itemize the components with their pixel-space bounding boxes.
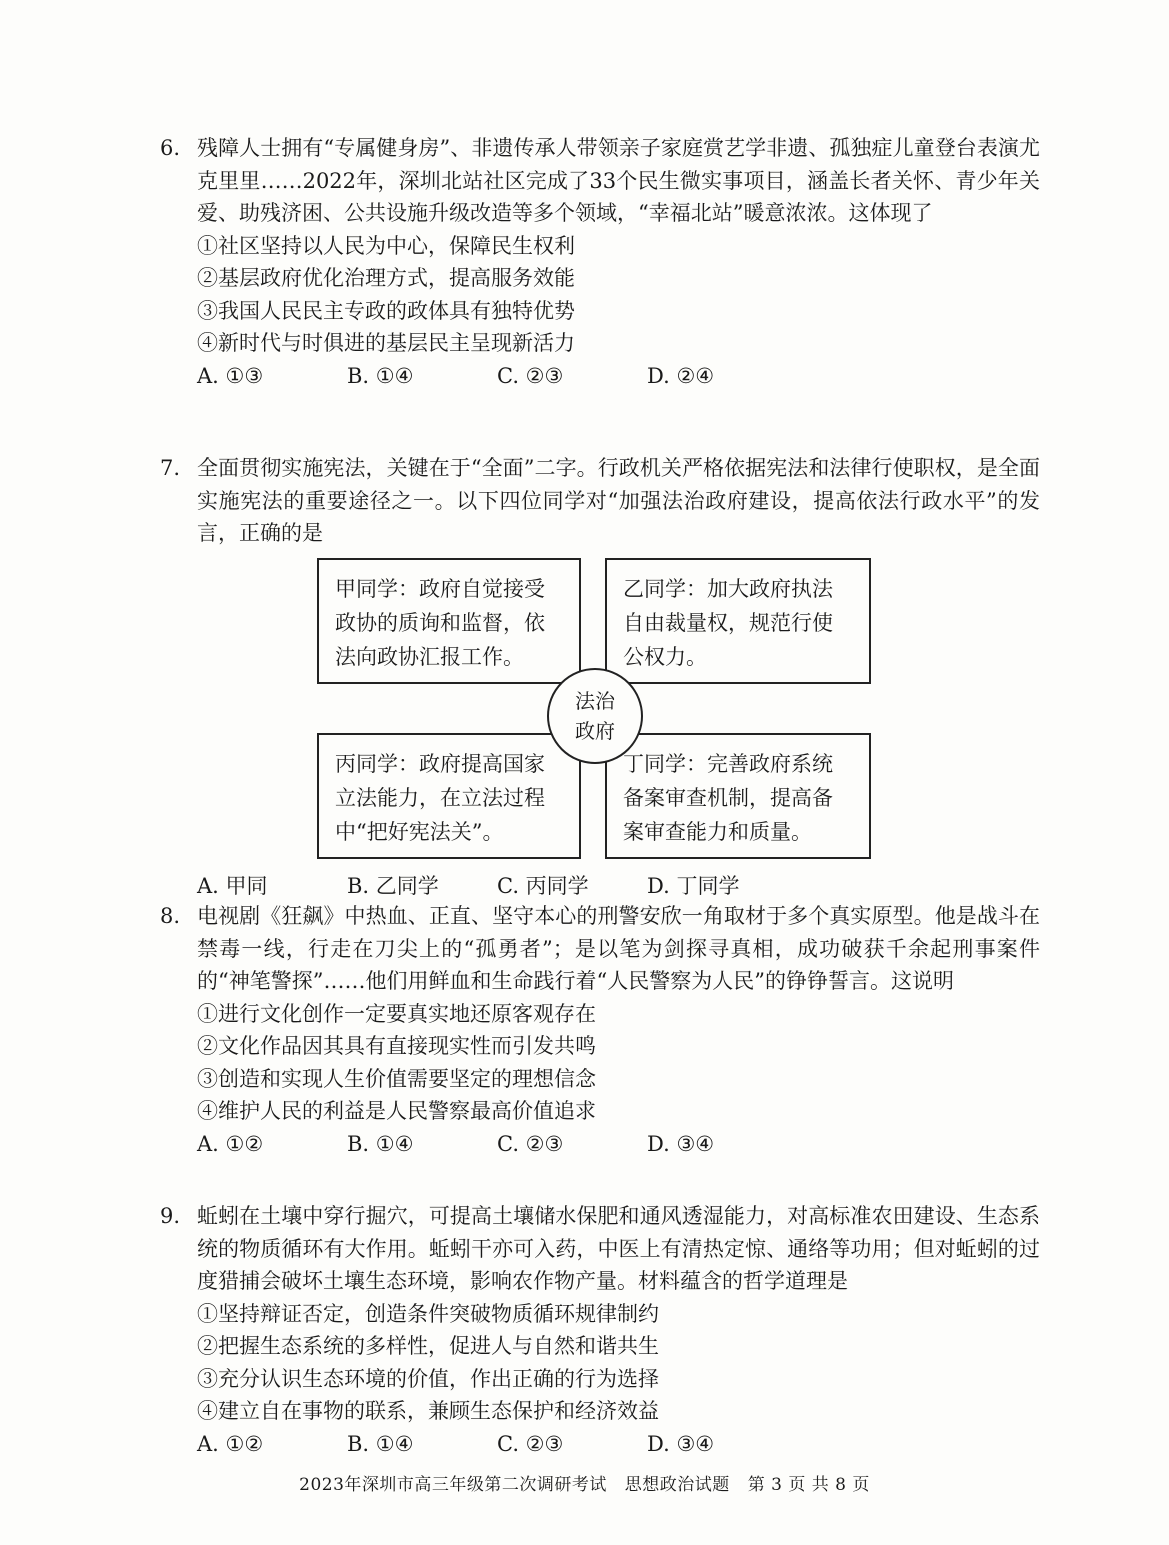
subject-title: 思想政治试题 (624, 1475, 730, 1495)
question-stem: 电视剧《狂飙》中热血、正直、坚守本心的刑警安欣一角取材于多个真实原型。他是战斗在禁毒一线，行走在刀尖上的“孤勇者”；是以笔为剑探寻真相，成功破获千余起刑事案件的“神笔警探”……他们用鲜血和生命践行着“人民警察为人民”的铮铮誓言。这说明 (197, 904, 1040, 993)
question-number: 6. (160, 136, 181, 160)
page-footer (0, 1470, 1169, 1495)
question-9 (160, 1200, 1040, 1460)
choice-c: C. 丙同学 (497, 873, 589, 898)
statement-1: ①进行文化创作一定要真实地还原客观存在 (197, 1001, 596, 1026)
choice-c: C. ②③ (497, 1131, 564, 1156)
choice-b: B. ①④ (347, 363, 414, 388)
student-yi-box: 乙同学：加大政府执法自由裁量权，规范行使公权力。 (605, 558, 871, 684)
student-jia-box: 甲同学：政府自觉接受政协的质询和监督，依法向政协汇报工作。 (317, 558, 581, 684)
choice-a: A. ①② (197, 1431, 264, 1456)
choice-c: C. ②③ (497, 1431, 564, 1456)
exam-title: 2023年深圳市高三年级第二次调研考试 (299, 1475, 607, 1495)
student-ding-box: 丁同学：完善政府系统备案审查机制，提高备案审查能力和质量。 (605, 733, 871, 859)
statement-2: ②把握生态系统的多样性，促进人与自然和谐共生 (197, 1334, 659, 1358)
answer-choices (197, 870, 1040, 903)
rule-of-law-diagram (160, 550, 1040, 870)
statement-3: ③创造和实现人生价值需要坚定的理想信念 (197, 1066, 596, 1091)
question-number: 9. (160, 1204, 181, 1228)
choice-b: B. 乙同学 (347, 873, 439, 898)
choice-a: A. 甲同 (197, 873, 268, 898)
choice-d: D. ③④ (647, 1131, 715, 1156)
question-7 (160, 452, 1040, 902)
choice-b: B. ①④ (347, 1131, 414, 1156)
center-circle (547, 668, 643, 764)
statement-4: ④新时代与时俱进的基层民主呈现新活力 (197, 331, 575, 355)
choice-a: A. ①③ (197, 363, 264, 388)
choice-a: A. ①② (197, 1131, 264, 1156)
statement-4: ④维护人民的利益是人民警察最高价值追求 (197, 1099, 596, 1123)
statement-2: ②文化作品因其具有直接现实性而引发共鸣 (197, 1034, 596, 1058)
question-stem: 残障人士拥有“专属健身房”、非遗传承人带领亲子家庭赏艺学非遗、孤独症儿童登台表演尤克里里……2022年，深圳北站社区完成了33个民生微实事项目，涵盖长者关怀、青少年关爱、助残济困、公共设施升级改造等多个领域，“幸福北站”暖意浓浓。这体现了 (197, 136, 1040, 225)
question-number: 8. (160, 904, 181, 928)
choice-d: D. ②④ (647, 363, 715, 388)
question-stem: 全面贯彻实施宪法，关键在于“全面”二字。行政机关严格依据宪法和法律行使职权，是全面实施宪法的重要途径之一。以下四位同学对“加强法治政府建设，提高依法行政水平”的发言，正确的是 (197, 456, 1040, 545)
center-label-line-1: 法治 (575, 688, 615, 713)
statement-2: ②基层政府优化治理方式，提高服务效能 (197, 266, 575, 290)
answer-choices (197, 1428, 1040, 1461)
statement-1: ①坚持辩证否定，创造条件突破物质循环规律制约 (197, 1301, 659, 1326)
statement-3: ③我国人民民主专政的政体具有独特优势 (197, 298, 575, 323)
statement-1: ①社区坚持以人民为中心，保障民生权利 (197, 233, 575, 258)
question-8 (160, 900, 1040, 1160)
choice-c: C. ②③ (497, 363, 564, 388)
statement-4: ④建立自在事物的联系，兼顾生态保护和经济效益 (197, 1399, 659, 1423)
question-number: 7. (160, 456, 181, 480)
choice-b: B. ①④ (347, 1431, 414, 1456)
student-bing-box: 丙同学：政府提高国家立法能力，在立法过程中“把好宪法关”。 (317, 733, 581, 859)
question-6 (160, 132, 1040, 392)
answer-choices (197, 1128, 1040, 1161)
page-number: 第 3 页 共 8 页 (747, 1475, 870, 1495)
statement-3: ③充分认识生态环境的价值，作出正确的行为选择 (197, 1366, 659, 1391)
answer-choices (197, 360, 1040, 393)
choice-d: D. 丁同学 (647, 873, 740, 898)
center-label-line-2: 政府 (575, 718, 615, 743)
choice-d: D. ③④ (647, 1431, 715, 1456)
question-stem: 蚯蚓在土壤中穿行掘穴，可提高土壤储水保肥和通风透湿能力，对高标准农田建设、生态系统的物质循环有大作用。蚯蚓干亦可入药，中医上有清热定惊、通络等功用；但对蚯蚓的过度猎捕会破坏土壤生态环境，影响农作物产量。材料蕴含的哲学道理是 (197, 1204, 1040, 1293)
